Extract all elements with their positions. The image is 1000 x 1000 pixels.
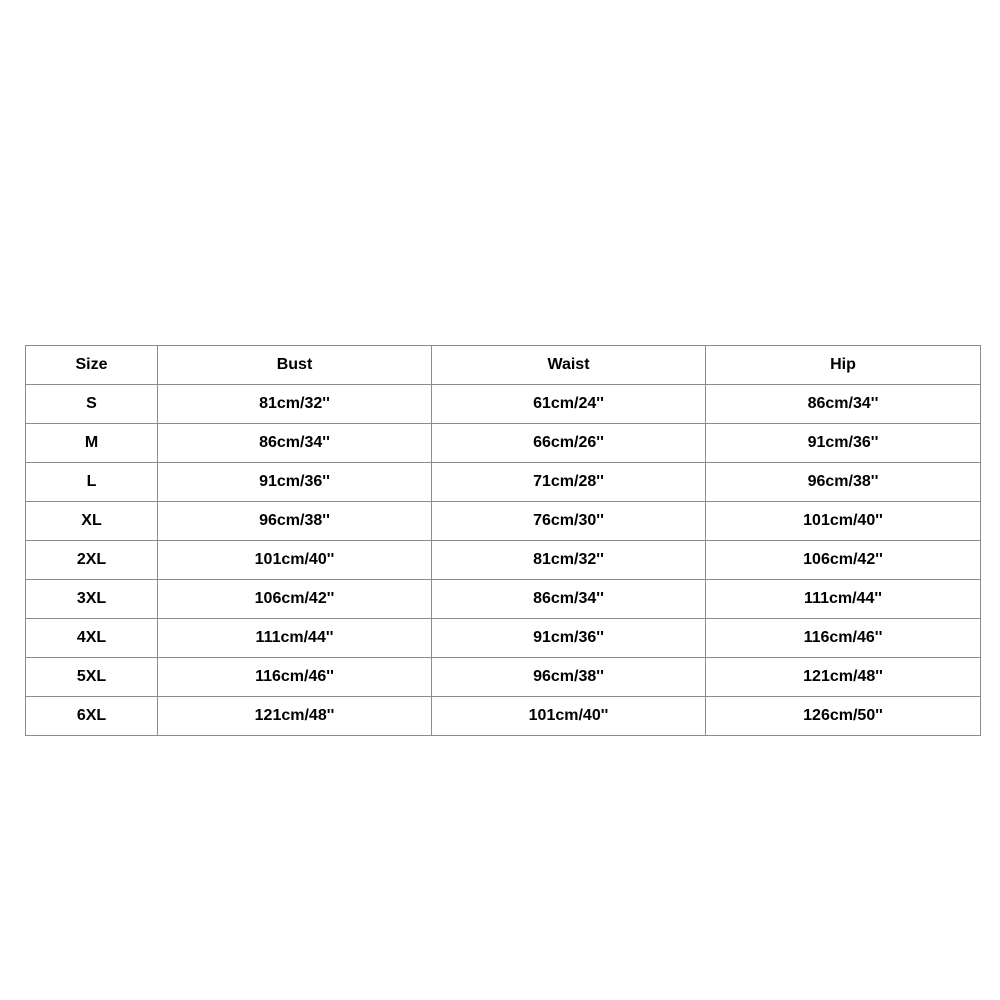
header-waist: Waist: [432, 346, 706, 385]
hip-cell: 86cm/34'': [706, 385, 981, 424]
size-cell: 6XL: [26, 697, 158, 736]
waist-cell: 71cm/28'': [432, 463, 706, 502]
table-row: [26, 619, 981, 658]
table-row: [26, 385, 981, 424]
bust-cell: 86cm/34'': [158, 424, 432, 463]
size-cell: S: [26, 385, 158, 424]
table-row: [26, 658, 981, 697]
table-row: [26, 580, 981, 619]
waist-cell: 81cm/32'': [432, 541, 706, 580]
bust-cell: 96cm/38'': [158, 502, 432, 541]
size-cell: 4XL: [26, 619, 158, 658]
hip-cell: 121cm/48'': [706, 658, 981, 697]
bust-cell: 111cm/44'': [158, 619, 432, 658]
waist-cell: 96cm/38'': [432, 658, 706, 697]
size-cell: M: [26, 424, 158, 463]
size-cell: L: [26, 463, 158, 502]
waist-cell: 76cm/30'': [432, 502, 706, 541]
table-row: [26, 463, 981, 502]
hip-cell: 91cm/36'': [706, 424, 981, 463]
hip-cell: 96cm/38'': [706, 463, 981, 502]
size-cell: 3XL: [26, 580, 158, 619]
size-cell: 2XL: [26, 541, 158, 580]
table-row: [26, 502, 981, 541]
size-cell: 5XL: [26, 658, 158, 697]
hip-cell: 116cm/46'': [706, 619, 981, 658]
waist-cell: 101cm/40'': [432, 697, 706, 736]
hip-cell: 126cm/50'': [706, 697, 981, 736]
table-row: [26, 541, 981, 580]
waist-cell: 86cm/34'': [432, 580, 706, 619]
waist-cell: 91cm/36'': [432, 619, 706, 658]
hip-cell: 106cm/42'': [706, 541, 981, 580]
size-chart-table: [25, 345, 981, 736]
bust-cell: 121cm/48'': [158, 697, 432, 736]
bust-cell: 81cm/32'': [158, 385, 432, 424]
waist-cell: 61cm/24'': [432, 385, 706, 424]
bust-cell: 91cm/36'': [158, 463, 432, 502]
header-size: Size: [26, 346, 158, 385]
header-hip: Hip: [706, 346, 981, 385]
header-bust: Bust: [158, 346, 432, 385]
waist-cell: 66cm/26'': [432, 424, 706, 463]
hip-cell: 111cm/44'': [706, 580, 981, 619]
table-row: [26, 424, 981, 463]
bust-cell: 116cm/46'': [158, 658, 432, 697]
bust-cell: 101cm/40'': [158, 541, 432, 580]
size-cell: XL: [26, 502, 158, 541]
table-header-row: [26, 346, 981, 385]
hip-cell: 101cm/40'': [706, 502, 981, 541]
table-row: [26, 697, 981, 736]
bust-cell: 106cm/42'': [158, 580, 432, 619]
